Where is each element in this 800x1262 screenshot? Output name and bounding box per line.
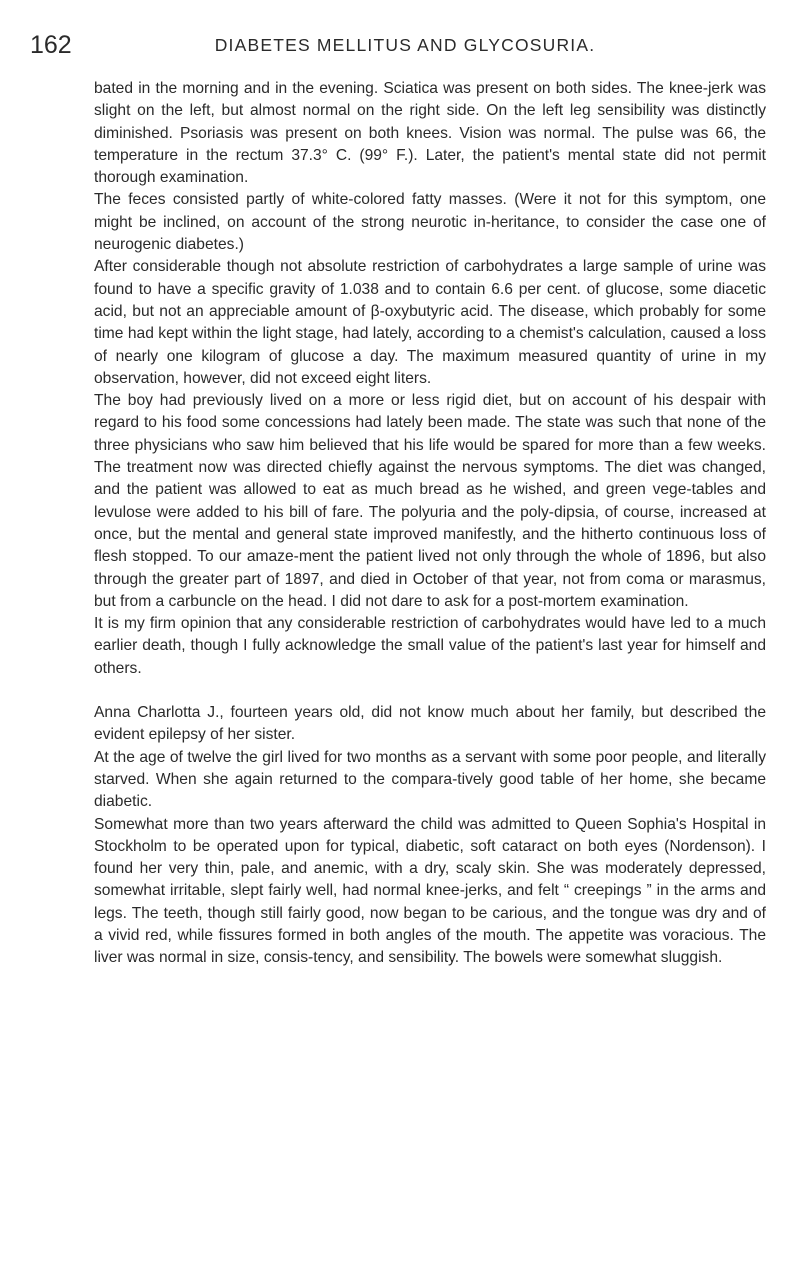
body-text [94, 78, 766, 970]
paragraph: bated in the morning and in the evening. Sciatica was present on both sides. The knee-jerk was slight on the left, but almost normal on the right side. On the left leg sensibility was distinctly diminished. Psoriasis was present on both knees. Vision was normal. The pulse was 66, the temperature in the rectum 37.3° C. (99° F.). Later, the patient's mental state did not permit thorough examination. [94, 80, 766, 187]
running-head [30, 28, 770, 62]
paragraph: Anna Charlotta J., fourteen years old, did not know much about her family, but described the evident epilepsy of her sister. [94, 704, 766, 744]
paragraph: The boy had previously lived on a more or less rigid diet, but on account of his despair with regard to his food some concessions had lately been made. The state was such that none of the three physicians who saw him believed that his life would be spared for more than a few weeks. The treatment now was directed chiefly against the nervous symptoms. The diet was changed, and the patient was allowed to eat as much bread as he wished, and green vege-tables and levulose were added to his bill of fare. The polyuria and the poly-dipsia, of course, increased at once, but the mental and general state improved manifestly, and the hitherto continuous loss of flesh stopped. To our amaze-ment the patient lived not only through the whole of 1896, but also through the greater part of 1897, and died in October of that year, not from coma or marasmus, but from a carbuncle on the head. I did not dare to ask for a post-mortem examination. [94, 392, 766, 610]
section-gap [94, 680, 766, 702]
paragraph: At the age of twelve the girl lived for two months as a servant with some poor people, and literally starved. When she again returned to the compara-tively good table of her home, she became diabetic. [94, 748, 766, 811]
paragraph: The feces consisted partly of white-colored fatty masses. (Were it not for this symptom, one might be inclined, on account of the strong neurotic in-heritance, to consider the case one of neurogenic diabetes.) [94, 191, 766, 254]
page-number: 162 [30, 31, 72, 59]
paragraph: It is my firm opinion that any considerable restriction of carbohydrates would have led to a much earlier death, though I fully acknowledge the small value of the patient's last year for himself and others. [94, 615, 766, 677]
paragraph: Somewhat more than two years afterward the child was admitted to Queen Sophia's Hospital in Stockholm to be operated upon for typical, diabetic, soft cataract on both eyes (Nordenson). I found her very thin, pale, and anemic, with a dry, scaly skin. She was moderately depressed, somewhat irritable, slept fairly well, had normal knee-jerks, and felt “ creepings ” in the arms and legs. The teeth, though still fairly good, now began to be carious, and the tongue was dry and of a vivid red, while fissures formed in both angles of the mouth. The appetite was voracious. The liver was normal in size, consis-tency, and sensibility. The bowels were somewhat sluggish. [94, 815, 766, 967]
paragraph: After considerable though not absolute restriction of carbohydrates a large sample of urine was found to have a specific gravity of 1.038 and to contain 6.6 per cent. of glucose, some diacetic acid, but not an appreciable amount of β-oxybutyric acid. The disease, which probably for some time had kept within the light stage, had lately, according to a chemist's calculation, caused a loss of nearly one kilogram of glucose a day. The maximum measured quantity of urine in my observation, however, did not exceed eight liters. [94, 258, 766, 387]
running-title: DIABETES MELLITUS AND GLYCOSURIA. [214, 35, 596, 55]
